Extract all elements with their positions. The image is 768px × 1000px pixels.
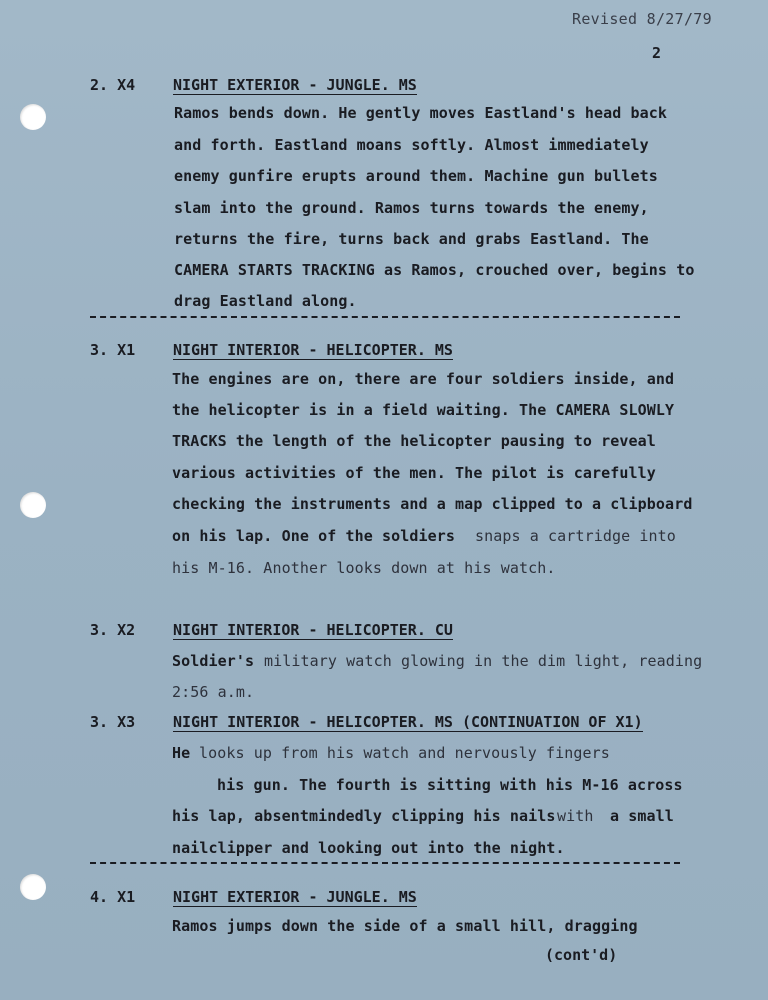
action-line-faded: snaps a cartridge into	[475, 527, 676, 545]
page-number: 2	[652, 44, 662, 62]
continued-marker: (cont'd)	[545, 946, 618, 964]
action-line: He	[172, 744, 191, 762]
shot-id-3-x1: 3. X1	[90, 341, 136, 359]
action-line: his lap, absentmindedly clipping his nails	[172, 807, 556, 825]
shot-id-3-x3: 3. X3	[90, 713, 136, 731]
action-line: slam into the ground. Ramos turns towards the enemy,	[174, 199, 649, 217]
action-line: the helicopter is in a field waiting. The CAMERA SLOWLY	[172, 401, 675, 419]
action-line-faded: his M-16. Another looks down at his watch.	[172, 559, 556, 577]
shot-heading-2-x4: NIGHT EXTERIOR - JUNGLE. MS	[173, 76, 417, 94]
action-line: on his lap. One of the soldiers	[172, 527, 456, 545]
shot-id-2-x4: 2. X4	[90, 76, 136, 94]
action-line-faded: with	[557, 807, 594, 825]
action-line: enemy gunfire erupts around them. Machine gun bullets	[174, 167, 658, 185]
shot-id-3-x2: 3. X2	[90, 621, 136, 639]
action-line: returns the fire, turns back and grabs Eastland. The	[174, 230, 649, 248]
shot-heading-3-x2: NIGHT INTERIOR - HELICOPTER. CU	[173, 621, 453, 639]
action-line: a small	[610, 807, 674, 825]
shot-heading-3-x3: NIGHT INTERIOR - HELICOPTER. MS (CONTINUATION OF X1)	[173, 713, 643, 731]
scene-divider	[90, 316, 680, 318]
action-line: checking the instruments and a map clipped to a clipboard	[172, 495, 693, 513]
punch-hole-middle	[20, 492, 46, 518]
action-line: Ramos jumps down the side of a small hill, dragging	[172, 917, 638, 935]
shot-id-4-x1: 4. X1	[90, 888, 136, 906]
action-line: Soldier's	[172, 652, 255, 670]
punch-hole-top	[20, 104, 46, 130]
action-line-faded: 2:56 a.m.	[172, 683, 255, 701]
revision-date: Revised 8/27/79	[572, 10, 712, 28]
action-line: nailclipper and looking out into the night.	[172, 839, 565, 857]
action-line: CAMERA STARTS TRACKING as Ramos, crouched over, begins to	[174, 261, 695, 279]
action-line: various activities of the men. The pilot is carefully	[172, 464, 656, 482]
action-line: drag Eastland along.	[174, 292, 357, 310]
shot-heading-4-x1: NIGHT EXTERIOR - JUNGLE. MS	[173, 888, 417, 906]
action-line-faded: looks up from his watch and nervously fingers	[199, 744, 610, 762]
action-line: and forth. Eastland moans softly. Almost immediately	[174, 136, 649, 154]
action-line: his gun. The fourth is sitting with his M-16 across	[217, 776, 683, 794]
shot-heading-3-x1: NIGHT INTERIOR - HELICOPTER. MS	[173, 341, 453, 359]
action-line-faded: military watch glowing in the dim light, reading	[264, 652, 703, 670]
action-line: Ramos bends down. He gently moves Eastland's head back	[174, 104, 668, 122]
action-line: The engines are on, there are four soldiers inside, and	[172, 370, 675, 388]
action-line: TRACKS the length of the helicopter pausing to reveal	[172, 432, 656, 450]
scene-divider	[90, 862, 680, 864]
punch-hole-bottom	[20, 874, 46, 900]
